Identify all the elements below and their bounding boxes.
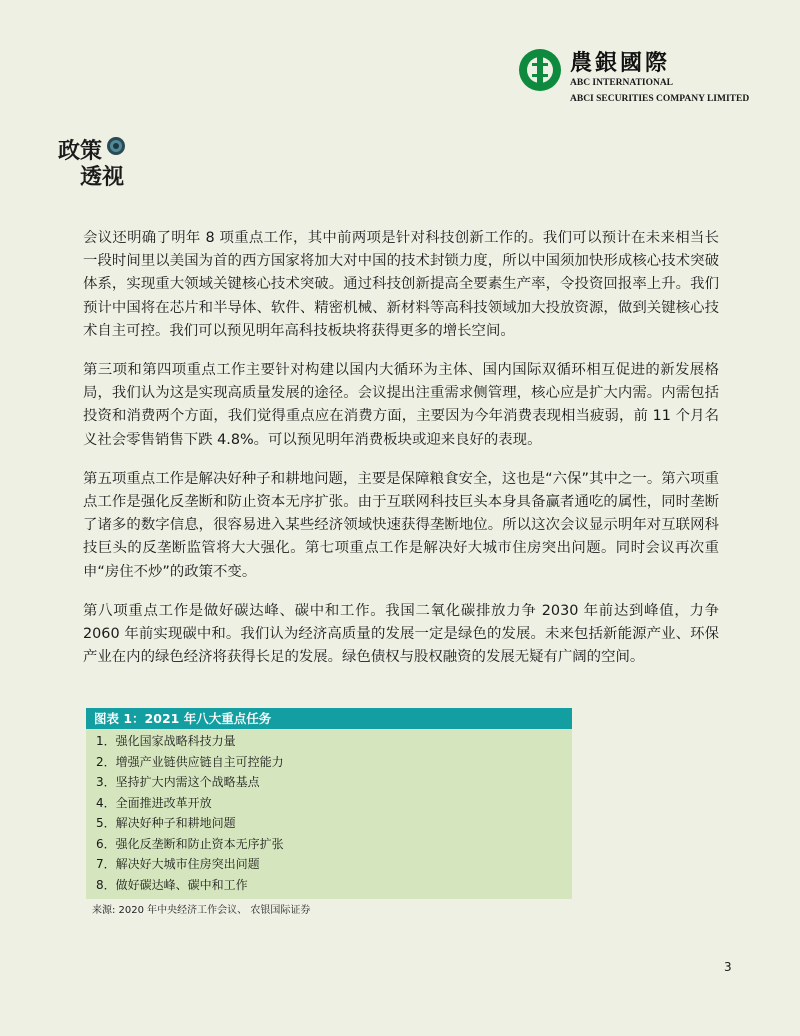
priority-tasks-table bbox=[86, 708, 572, 916]
table-title: 图表 1：2021 年八大重点任务 bbox=[86, 708, 572, 729]
table-row: 2．增强产业链供应链自主可控能力 bbox=[96, 754, 284, 769]
paragraph: 第五项重点工作是解决好种子和耕地问题，主要是保障粮食安全，这也是“六保”其中之一。第六项重点工作是强化反垄断和防止资本无序扩张。由于互联网科技巨头本身具备赢者通吃的属性，同时垄断了诸多的数字信息，很容易进入某些经济领域快速获得垄断地位。所以这次会议显示明年对互联网科技巨头的反垄断监管将大大强化。第七项重点工作是解决好大城市住房突出问题。同时会议再次重申“房住不炒”的政策不变。 bbox=[83, 470, 719, 580]
table-row: 4．全面推进改革开放 bbox=[96, 795, 212, 810]
section-title-line1: 政策 bbox=[58, 139, 103, 164]
table-source: 来源: 2020 年中央经济工作会议、 农银国际证券 bbox=[92, 905, 311, 916]
table-row: 6．强化反垄断和防止资本无序扩张 bbox=[96, 836, 284, 851]
logo-company-name: ABCI SECURITIES COMPANY LIMITED bbox=[570, 94, 750, 104]
table-row: 5．解决好种子和耕地问题 bbox=[96, 816, 236, 830]
logo-english-name: ABC INTERNATIONAL bbox=[570, 78, 674, 88]
section-heading bbox=[58, 134, 148, 190]
abc-bank-logo-icon bbox=[518, 48, 562, 92]
table-row: 8．做好碳达峰、碳中和工作 bbox=[96, 877, 248, 892]
company-logo bbox=[518, 46, 768, 110]
table-row: 1．强化国家战略科技力量 bbox=[96, 734, 236, 748]
section-title-line2: 透视 bbox=[80, 165, 125, 190]
paragraph: 第三项和第四项重点工作主要针对构建以国内大循环为主体、国内国际双循环相互促进的新发展格局，我们认为这是实现高质量发展的途径。会议提出注重需求侧管理，核心应是扩大内需。内需包括投资和消费两个方面，我们觉得重点应在消费方面，主要因为今年消费表现相当疲弱，前 11 个月名义社会零售销售下跌 4.8%。可以预见明年消费板块或迎来良好的表现。 bbox=[83, 362, 719, 448]
page-number: 3 bbox=[724, 960, 732, 974]
table-row: 7．解决好大城市住房突出问题 bbox=[96, 857, 260, 871]
table-row: 3．坚持扩大内需这个战略基点 bbox=[96, 775, 260, 789]
paragraph: 会议还明确了明年 8 项重点工作，其中前两项是针对科技创新工作的。我们可以预计在未来相当长一段时间里以美国为首的西方国家将加大对中国的技术封锁力度，所以中国须加快形成核心技术突破体系，实现重大领域关键核心技术突破。通过科技创新提高全要素生产率，令投资回报率上升。我们预计中国将在芯片和半导体、软件、精密机械、新材料等高科技领域加大投放资源，做到关键核心技术自主可控。我们可以预见明年高科技板块将获得更多的增长空间。 bbox=[83, 230, 719, 339]
target-dot-icon bbox=[106, 136, 126, 156]
table-body bbox=[86, 729, 572, 899]
article-body bbox=[83, 227, 719, 685]
paragraph: 第八项重点工作是做好碳达峰、碳中和工作。我国二氧化碳排放力争 2030 年前达到峰值，力争 2060 年前实现碳中和。我们认为经济高质量的发展一定是绿色的发展。未来包括新能源产业、环保产业在内的绿色经济将获得长足的发展。绿色债权与股权融资的发展无疑有广阔的空间。 bbox=[83, 602, 719, 666]
logo-chinese-name: 農銀國際 bbox=[570, 51, 671, 76]
